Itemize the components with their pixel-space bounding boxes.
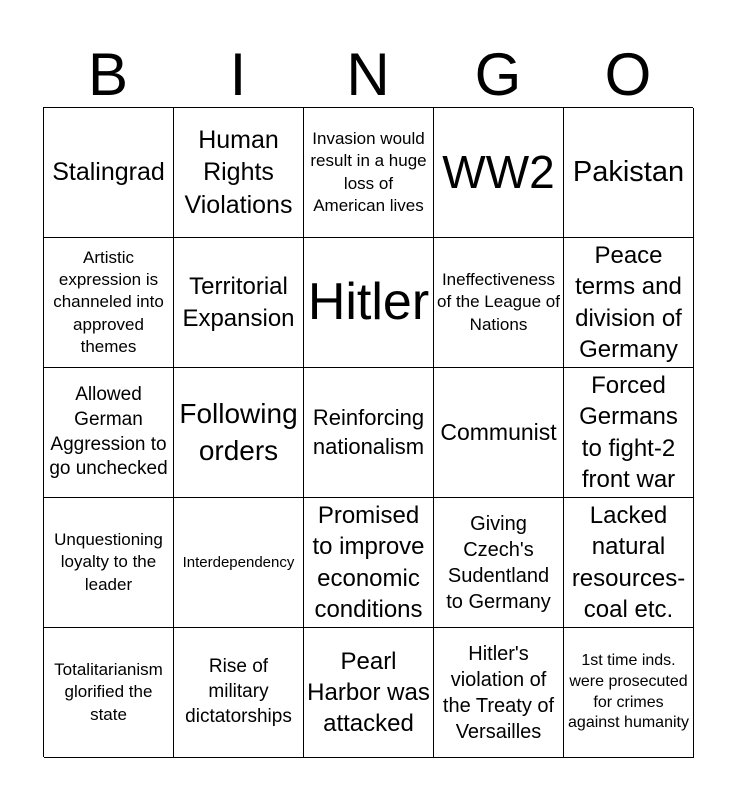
bingo-cell-text: Allowed German Aggression to go unchecked: [49, 384, 168, 480]
bingo-grid: [43, 107, 693, 757]
bingo-cell-text: Pakistan: [572, 155, 685, 188]
bingo-cell[interactable]: [174, 368, 304, 498]
bingo-cell-text: Totalitarianism glorified the state: [54, 660, 163, 724]
bingo-cell-text: Peace terms and division of Germany: [575, 242, 682, 363]
header-letter-i: I: [229, 41, 247, 108]
bingo-cell[interactable]: [44, 108, 174, 238]
header-letter-n: N: [346, 41, 390, 108]
bingo-cell-text: 1st time inds. were prosecuted for crimes against humanity: [568, 651, 689, 732]
bingo-cell-text: Artistic expression is channeled into approved themes: [53, 248, 164, 356]
bingo-cell[interactable]: [564, 498, 694, 628]
bingo-cell[interactable]: [564, 368, 694, 498]
bingo-cell[interactable]: [304, 108, 434, 238]
bingo-cell-text: Hitler: [307, 272, 430, 331]
bingo-cell[interactable]: [174, 498, 304, 628]
bingo-cell[interactable]: [564, 108, 694, 238]
bingo-cell-text: Interdependency: [182, 553, 295, 571]
bingo-cell[interactable]: [304, 238, 434, 368]
header-letter-o: O: [604, 41, 652, 108]
bingo-cell-text: Rise of military dictatorships: [185, 656, 292, 727]
bingo-cell-text: Following orders: [179, 398, 298, 466]
bingo-cell[interactable]: [44, 628, 174, 758]
bingo-cell-text: Reinforcing nationalism: [312, 404, 425, 459]
bingo-cell[interactable]: [434, 108, 564, 238]
bingo-cell-text: Hitler's violation of the Treaty of Versailles: [442, 642, 555, 743]
bingo-cell-text: Ineffectiveness of the League of Nations: [437, 270, 560, 334]
bingo-cell-text: Communist: [440, 418, 557, 445]
bingo-cell[interactable]: [174, 628, 304, 758]
bingo-cell[interactable]: [434, 498, 564, 628]
bingo-cell[interactable]: [174, 108, 304, 238]
bingo-cell-text: Invasion would result in a huge loss of American lives: [310, 129, 427, 215]
bingo-cell-text: Territorial Expansion: [182, 273, 295, 332]
bingo-cell[interactable]: [304, 498, 434, 628]
bingo-cell[interactable]: [434, 368, 564, 498]
bingo-cell-text: WW2: [442, 146, 555, 199]
bingo-cell[interactable]: [564, 628, 694, 758]
bingo-cell-text: Human Rights Violations: [184, 125, 293, 219]
bingo-cell-text: Promised to improve economic conditions: [312, 502, 425, 623]
bingo-cell[interactable]: [44, 238, 174, 368]
bingo-cell[interactable]: [44, 498, 174, 628]
bingo-cell[interactable]: [174, 238, 304, 368]
bingo-cell[interactable]: [434, 238, 564, 368]
bingo-header: [43, 41, 693, 108]
bingo-cell[interactable]: [434, 628, 564, 758]
bingo-cell-text: Lacked natural resources-coal etc.: [571, 502, 686, 623]
bingo-cell-text: Stalingrad: [52, 158, 165, 187]
header-letter-g: G: [474, 41, 522, 108]
bingo-cell[interactable]: [564, 238, 694, 368]
header-letter-b: B: [87, 41, 129, 108]
bingo-cell[interactable]: [304, 628, 434, 758]
bingo-cell-text: Pearl Harbor was attacked: [307, 647, 430, 738]
bingo-cell-text: Unquestioning loyalty to the leader: [54, 530, 163, 594]
bingo-cell-text: Forced Germans to fight-2 front war: [579, 372, 678, 493]
bingo-cell[interactable]: [44, 368, 174, 498]
bingo-cell[interactable]: [304, 368, 434, 498]
bingo-cell-text: Giving Czech's Sudentland to Germany: [446, 512, 551, 613]
